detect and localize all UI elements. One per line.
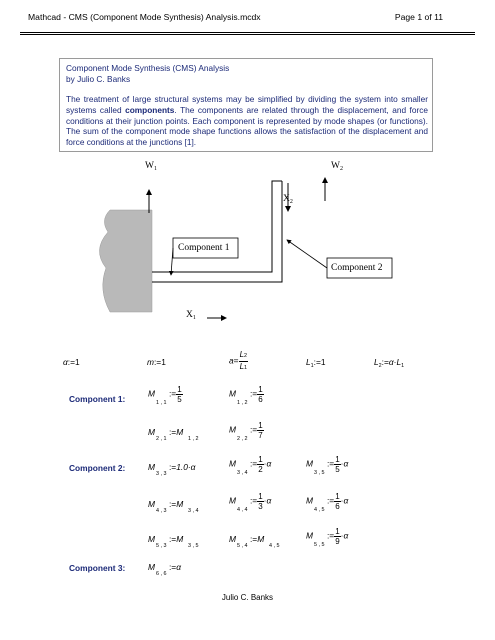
- component1-label: Component 1: [178, 243, 230, 253]
- intro-text-2: . The components are related through the displacement, and force conditions at their junction points. Each component is represented by mode shapes (or functions). The sum of the component mode shape functions allows the satisfaction of the displacement and force conditions at the junctions [1].: [66, 104, 428, 148]
- doc-author: by Julio C. Banks: [66, 74, 131, 84]
- w1-label: $W_1$: [145, 161, 157, 172]
- alpha-definition: α:=1: [63, 357, 80, 367]
- component2-heading: Component 2:: [69, 463, 126, 473]
- x1-subscript: 1: [192, 315, 196, 321]
- x2-label: $X_2$: [283, 194, 293, 205]
- l1-definition: $L_1:=1$: [306, 357, 326, 369]
- component2-pointer: [287, 240, 327, 268]
- x2-subscript: 2: [289, 199, 293, 205]
- m21-equation: M :=M 2 , 1 1 , 2: [148, 427, 199, 442]
- wall-support: [99, 210, 152, 312]
- component2-label: Component 2: [331, 263, 383, 273]
- page-footer: Julio C. Banks: [221, 593, 274, 602]
- component3-heading: Component 3:: [69, 563, 126, 573]
- page-number: Page 1 of 11: [394, 12, 443, 22]
- w2-subscript: 2: [339, 166, 343, 172]
- component1-pointer: [171, 248, 173, 275]
- x1-label: $X_1$: [186, 310, 196, 321]
- m54-equation: M :=M 5 , 4 4 , 5: [229, 534, 280, 549]
- page-header-title: Mathcad - CMS (Component Mode Synthesis) Analysis.mcdx: [28, 12, 261, 22]
- intro-bold-term: components: [125, 104, 175, 115]
- m44-equation: M := $\frac{1}{3}$ ·α 4 , 4: [229, 492, 272, 513]
- m34-equation: M := $\frac{1}{2}$ ·α 3 , 4: [229, 455, 272, 476]
- m33-equation: M :=1.0·α 3 , 3: [148, 462, 196, 477]
- m12-equation: M := $\frac{1}{6}$ 1 , 2: [229, 385, 263, 406]
- m53-equation: M :=M 5 , 3 3 , 5: [148, 534, 199, 549]
- a-definition: a= $\frac{L2}{L1}$: [229, 350, 248, 371]
- m22-equation: M := $\frac{1}{7}$ 2 , 2: [229, 421, 263, 442]
- intro-text-1: The treatment of large structural systems may be simplified by dividing the system into smaller systems called: [66, 94, 428, 115]
- m66-equation: M :=α 6 , 6: [148, 562, 181, 577]
- m-definition: m:=1: [147, 357, 166, 367]
- w1-subscript: 1: [153, 166, 157, 172]
- doc-title: Component Mode Synthesis (CMS) Analysis: [66, 63, 230, 73]
- m11-equation: M := $\frac{1}{5}$ 1 , 1: [148, 385, 182, 406]
- m55-equation: M := $\frac{1}{9}$ ·α 5 , 5: [306, 527, 349, 548]
- m45-equation: M := $\frac{1}{6}$ ·α 4 , 5: [306, 492, 349, 513]
- l2-definition: $L_2:=\alpha\cdot L_1$: [374, 357, 405, 369]
- component1-heading: Component 1:: [69, 394, 126, 404]
- m43-equation: M :=M 4 , 3 3 , 4: [148, 499, 199, 514]
- m35-equation: M := $\frac{1}{5}$ ·α 3 , 5: [306, 455, 349, 476]
- w2-label: $W_2$: [331, 161, 343, 172]
